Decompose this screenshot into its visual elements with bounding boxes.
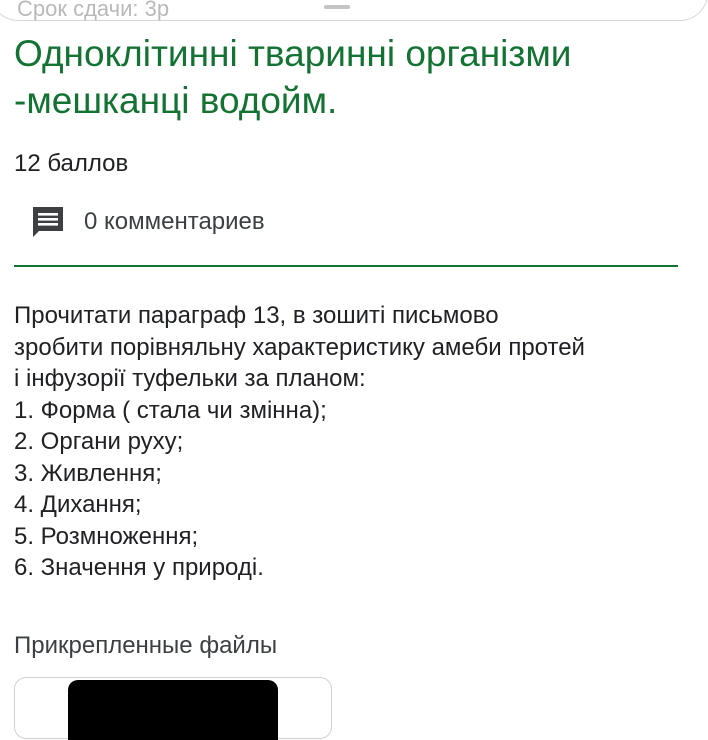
description-line: 2. Органи руху; [14,428,184,455]
description-line: 6. Значення у природі. [14,554,264,581]
top-sheet[interactable] [0,0,708,21]
comments-button[interactable] [30,204,265,240]
assignment-title: Одноклітинні тваринні організми -мешканці водойм. [14,33,572,121]
description-line: зробити порівняльну характеристику амеби протей [14,333,585,361]
description-line: і інфузорії туфельки за планом: [14,365,366,392]
attachment-card[interactable] [14,677,332,739]
drag-handle[interactable] [324,5,350,9]
attachments-heading: Прикрепленные файлы [14,632,278,659]
description-line: 3. Живлення; [14,459,162,487]
description-line: 1. Форма ( стала чи змінна); [14,396,327,424]
assignment-description [14,300,694,584]
description-line: 4. Дихання; [14,491,142,518]
description-line: Прочитати параграф 13, в зошиті письмово [14,302,499,329]
attachment-thumbnail [68,680,278,740]
description-line: 5. Розмноження; [14,522,199,550]
divider [14,265,678,267]
comments-count-label: 0 комментариев [84,208,265,235]
due-date-partial: Срок сдачи: 3р [17,0,170,21]
points-label: 12 баллов [14,150,129,177]
comment-icon [30,204,66,240]
